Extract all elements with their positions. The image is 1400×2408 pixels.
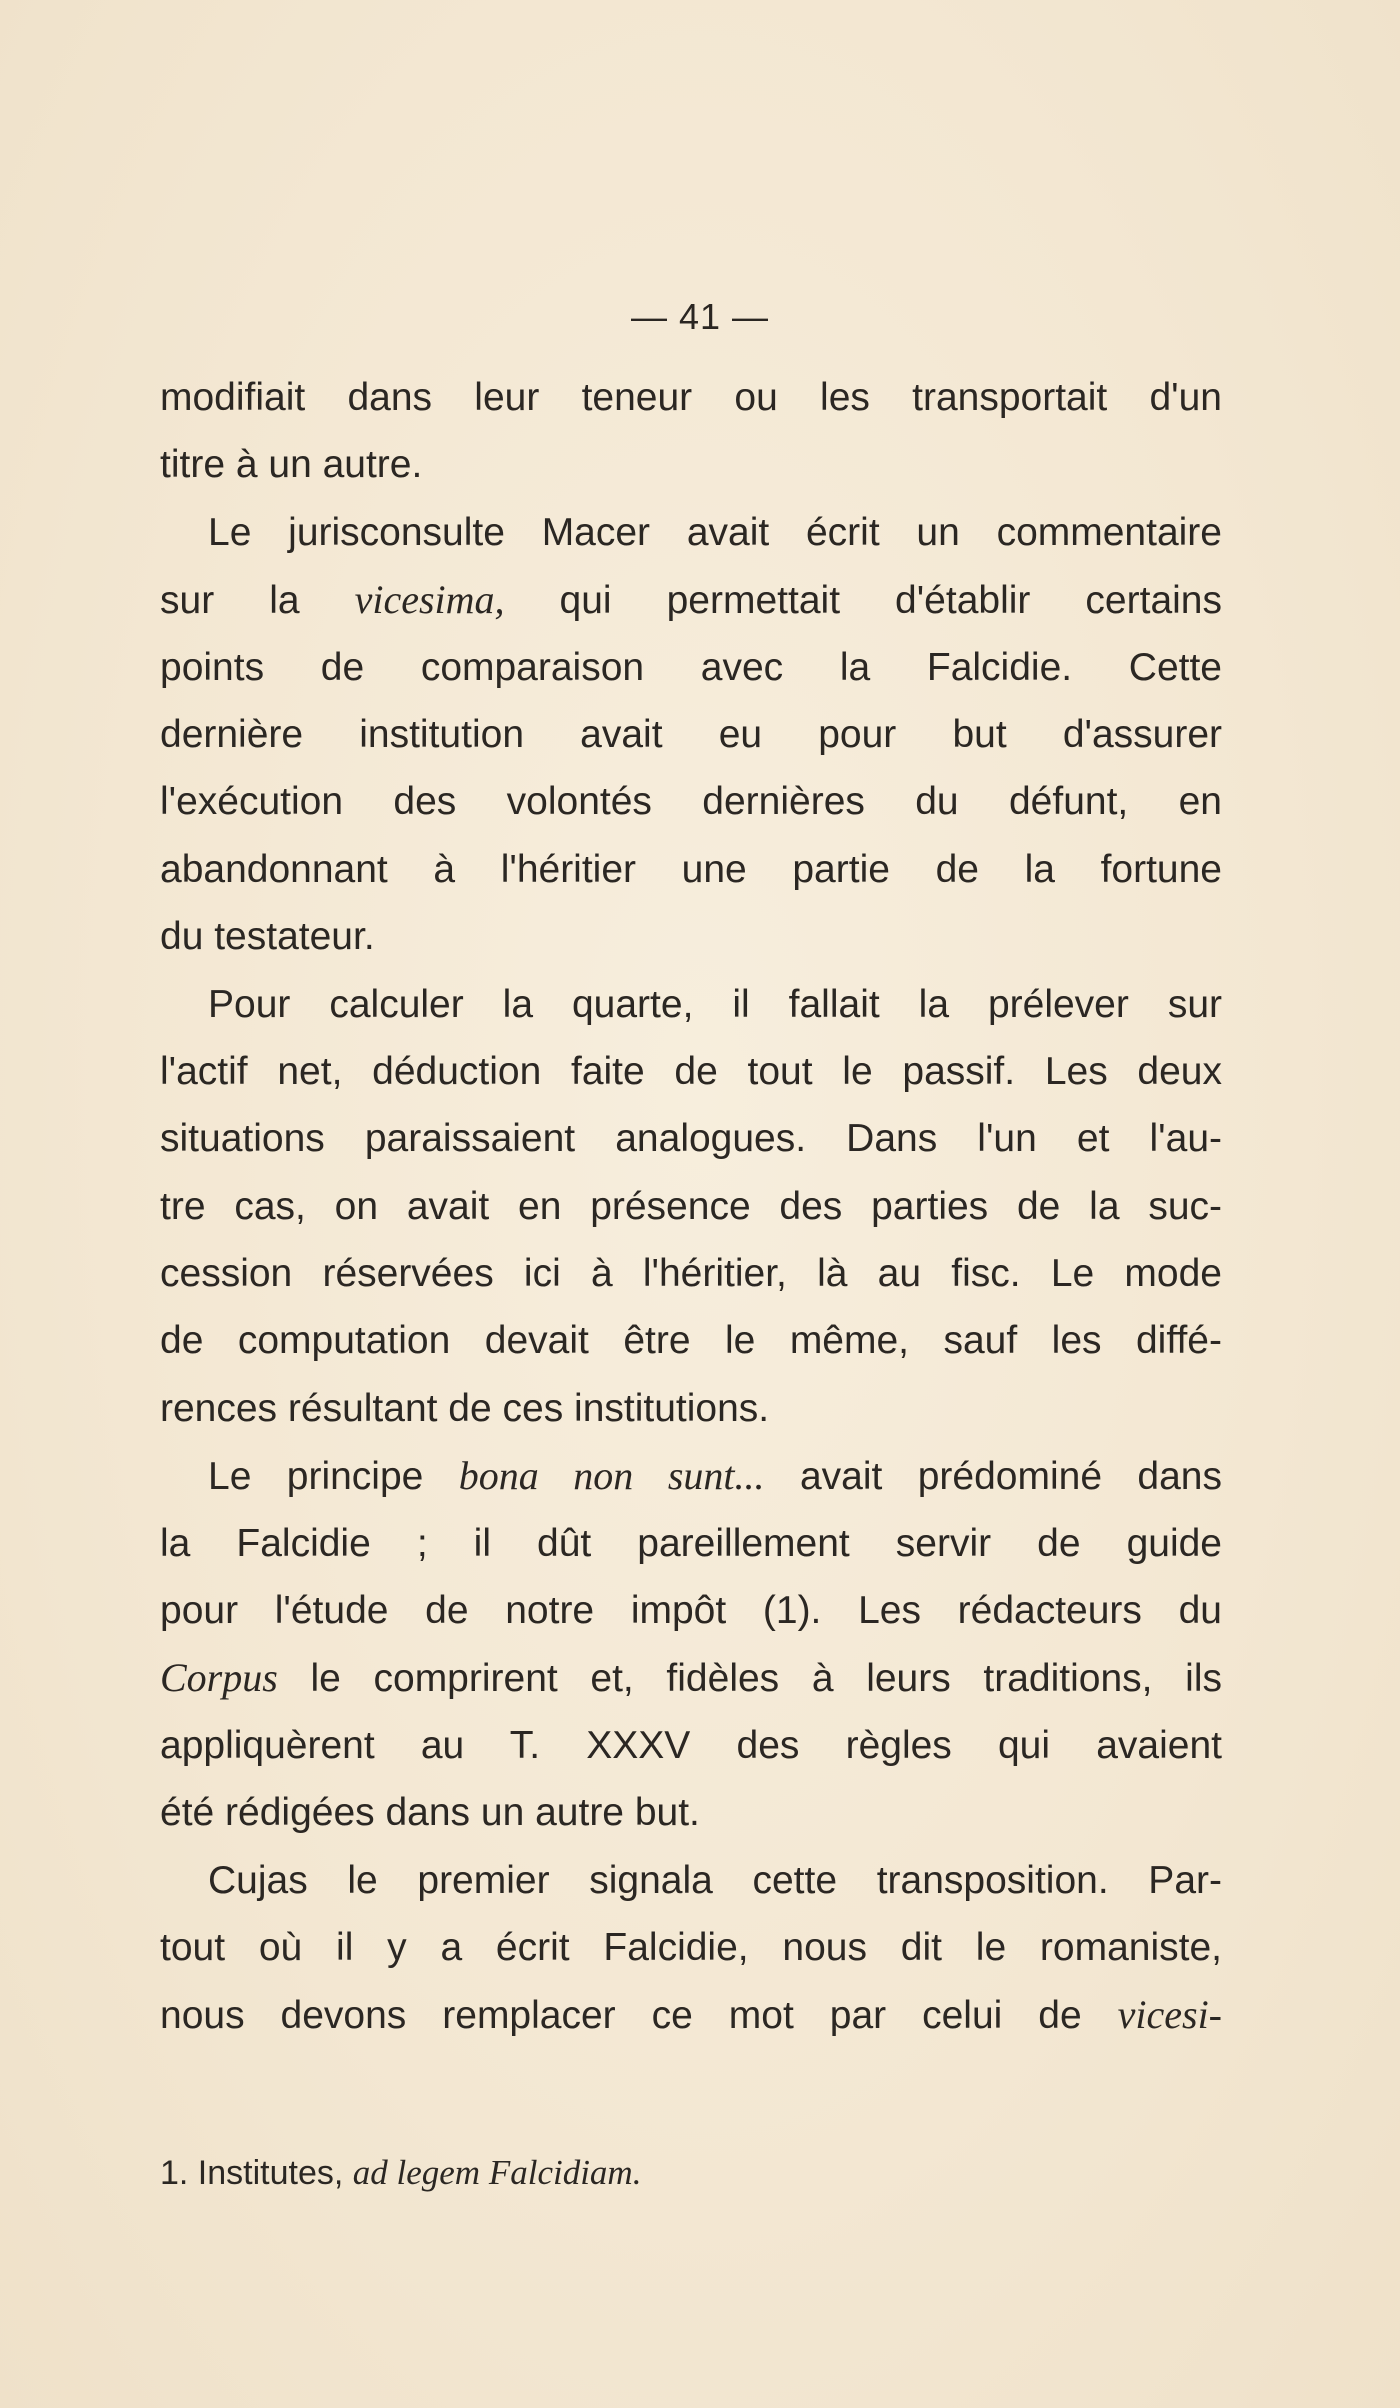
text-line [160, 1644, 1222, 1711]
text-fragment: qui permettait d'établir certains [504, 579, 1222, 623]
text-line [160, 1442, 1222, 1509]
page-number: — 41 — [630, 296, 770, 337]
text-line: Pour calculer la quarte, il fallait la prélever sur [208, 982, 1222, 1026]
text-line: dernière institution avait eu pour but d'assurer [160, 712, 1222, 756]
text-line: Le jurisconsulte Macer avait écrit un commentaire [208, 510, 1222, 554]
text-line: rences résultant de ces institutions. [160, 1386, 770, 1430]
italic-term: vicesi- [1117, 1992, 1222, 2038]
body-text [160, 364, 1222, 2049]
text-line: situations paraissaient analogues. Dans l'un et l'au- [160, 1117, 1222, 1161]
text-line: Cujas le premier signala cette transposition. Par- [208, 1858, 1222, 1902]
text-line: tre cas, on avait en présence des parties de la suc- [160, 1184, 1222, 1228]
italic-term: vicesima, [354, 577, 505, 623]
text-fragment: avait prédominé dans [764, 1455, 1222, 1499]
text-line: abandonnant à l'héritier une partie de la fortune [160, 847, 1222, 891]
text-fragment: sur la [160, 579, 355, 623]
italic-term: Corpus [160, 1655, 278, 1701]
text-line: la Falcidie ; il dût pareillement servir de guide [160, 1521, 1222, 1565]
text-line: l'actif net, déduction faite de tout le passif. Les deux [160, 1049, 1222, 1093]
text-line: cession réservées ici à l'héritier, là au fisc. Le mode [160, 1252, 1222, 1296]
footnote-text: ad legem Falcidiam. [352, 2153, 642, 2192]
footnote-number: 1. Institutes, [160, 2154, 353, 2192]
text-line: tout où il y a écrit Falcidie, nous dit le romaniste, [160, 1925, 1222, 1969]
footnote [160, 2148, 1222, 2198]
text-line: points de comparaison avec la Falcidie. Cette [160, 645, 1222, 689]
text-line [160, 566, 1222, 633]
text-line: l'exécution des volontés dernières du défunt, en [160, 780, 1222, 824]
text-line [160, 1981, 1222, 2048]
text-fragment: le comprirent et, fidèles à leurs traditions, ils [277, 1657, 1222, 1701]
text-line: pour l'étude de notre impôt (1). Les rédacteurs du [160, 1589, 1222, 1633]
text-line: été rédigées dans un autre but. [160, 1791, 700, 1835]
text-fragment: nous devons remplacer ce mot par celui de [160, 1994, 1118, 2038]
text-line: de computation devait être le même, sauf les diffé- [160, 1319, 1222, 1363]
text-line: appliquèrent au T. XXXV des règles qui avaient [160, 1723, 1222, 1767]
text-line: du testateur. [160, 915, 375, 959]
text-line: titre à un autre. [160, 443, 423, 487]
italic-term: bona non sunt... [458, 1453, 765, 1499]
text-line: modifiait dans leur teneur ou les transportait d'un [160, 376, 1222, 419]
text-fragment: Le principe [208, 1455, 459, 1499]
